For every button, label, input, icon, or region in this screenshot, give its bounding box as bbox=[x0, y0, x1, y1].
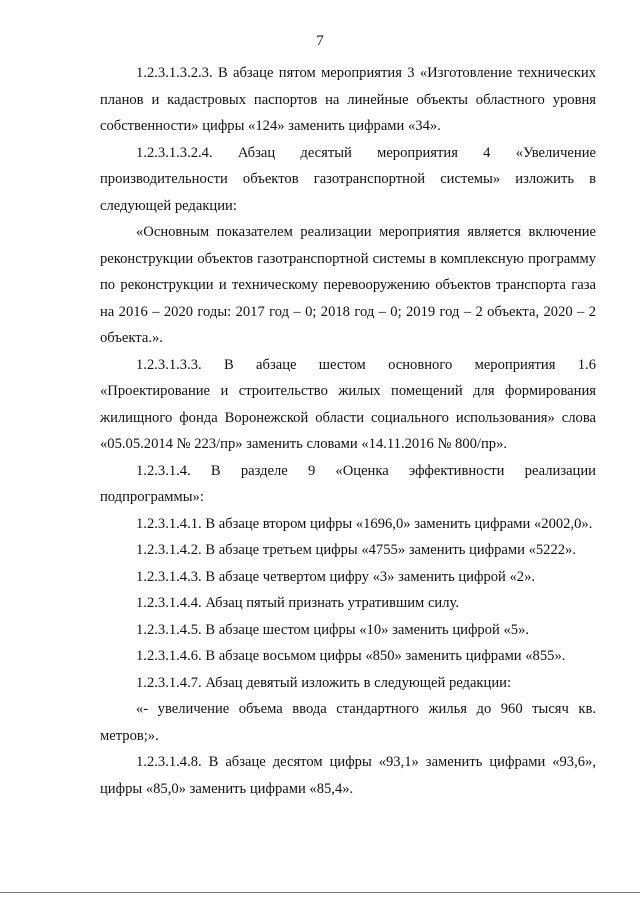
paragraph: 1.2.3.1.3.3. В абзаце шестом основного мероприятия 1.6 «Проектирование и строительство жилых помещений для формирования жилищного фонда Воронежской области социального использования» слова «05.05.2014 № 223/пр» заменить словами «14.11.2016 № 800/пр». bbox=[100, 356, 596, 452]
paragraph: 1.2.3.1.4.2. В абзаце третьем цифры «4755» заменить цифрами «5222». bbox=[136, 542, 576, 558]
quoted-paragraph: «Основным показателем реализации мероприятия является включение реконструкции объектов газотранспортной системы в комплексную программу по реконструкции и техническому перевооружению объектов транспорта газа на 2016 – 2020 годы: 2017 год – 0; 2018 год – 0; 2019 год – 2 объекта, 2020 – 2 объекта.». bbox=[100, 224, 596, 346]
paragraph: 1.2.3.1.4.7. Абзац девятый изложить в следующей редакции: bbox=[136, 674, 512, 691]
section-heading-paragraph: 1.2.3.1.4. В разделе 9 «Оценка эффективности реализации подпрограммы»: bbox=[100, 462, 596, 505]
paragraph: 1.2.3.1.4.3. В абзаце четвертом цифру «3» заменить цифрой «2». bbox=[136, 568, 536, 585]
paragraph: 1.2.3.1.3.2.4. Абзац десятый мероприятия 4 «Увеличение производительности объектов газотранспортной системы» изложить в следующей редакции: bbox=[100, 144, 596, 214]
paragraph: 1.2.3.1.4.5. В абзаце шестом цифры «10» заменить цифрой «5». bbox=[136, 621, 530, 638]
paragraph: 1.2.3.1.4.1. В абзаце втором цифры «1696,0» заменить цифрами «2002,0». bbox=[136, 515, 593, 532]
page-number: 7 bbox=[316, 33, 324, 49]
quoted-paragraph: «- увеличение объема ввода стандартного жилья до 960 тысяч кв. метров;». bbox=[100, 701, 596, 744]
paragraph: 1.2.3.1.4.6. В абзаце восьмом цифры «850» заменить цифрами «855». bbox=[136, 648, 566, 664]
scan-edge-line bbox=[0, 892, 640, 893]
paragraph: 1.2.3.1.4.4. Абзац пятый признать утратившим силу. bbox=[136, 595, 459, 611]
document-body bbox=[100, 60, 596, 802]
paragraph: 1.2.3.1.3.2.3. В абзаце пятом мероприятия 3 «Изготовление технических планов и кадастровых паспортов на линейные объекты областного уровня собственности» цифры «124» заменить цифрами «34». bbox=[100, 65, 596, 134]
paragraph: 1.2.3.1.4.8. В абзаце десятом цифры «93,1» заменить цифрами «93,6», цифры «85,0» заменить цифрами «85,4». bbox=[100, 754, 596, 797]
